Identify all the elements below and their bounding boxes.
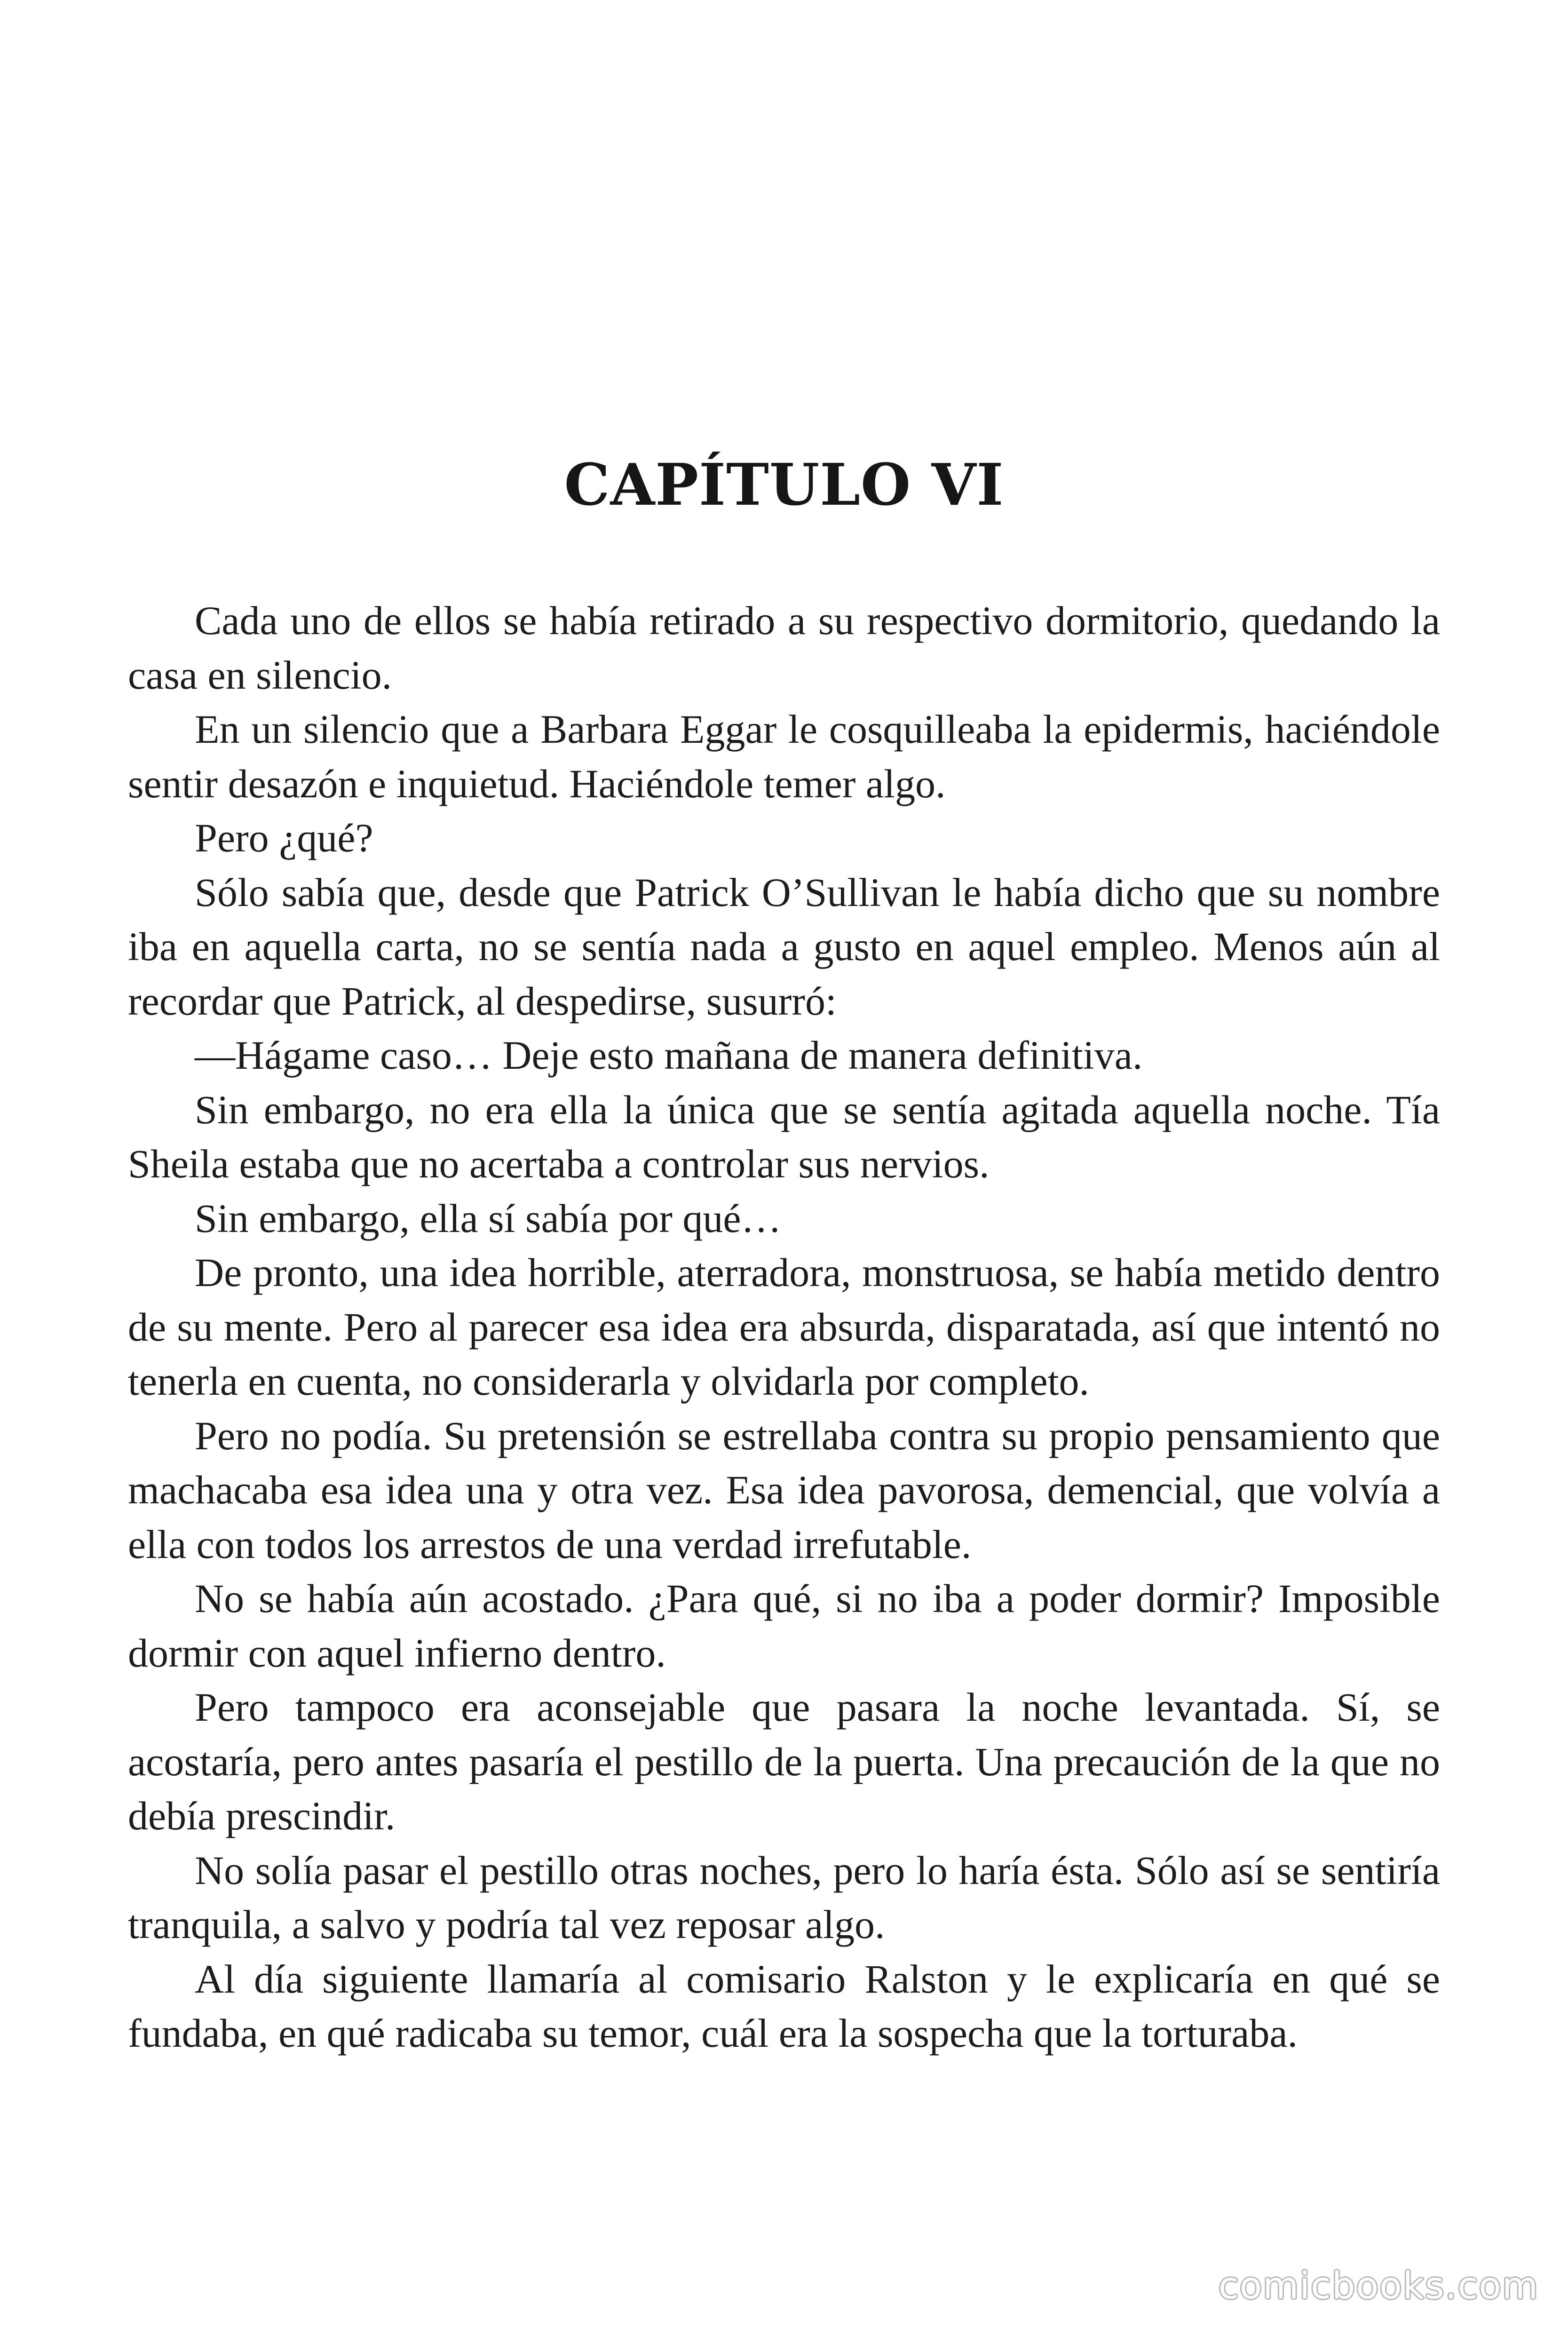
chapter-body	[128, 594, 1440, 2061]
paragraph: Sin embargo, no era ella la única que se sentía agitada aquella noche. Tía Sheila estaba que no acertaba a controlar sus nervios.	[128, 1087, 1440, 1186]
watermark: comicbooks.com	[1218, 2265, 1539, 2307]
paragraph: No solía pasar el pestillo otras noches, pero lo haría ésta. Sólo así se sentiría tranquila, a salvo y podría tal vez reposar algo.	[128, 1847, 1440, 1947]
paragraph: De pronto, una idea horrible, aterradora, monstruosa, se había metido dentro de su mente. Pero al parecer esa idea era absurda, disparatada, así que intentó no tenerla en cuenta, no considerarla y olvidarla por completo.	[128, 1250, 1440, 1404]
paragraph: En un silencio que a Barbara Eggar le cosquilleaba la epidermis, haciéndole sentir desazón e inquietud. Haciéndole temer algo.	[128, 707, 1440, 806]
paragraph: Al día siguiente llamaría al comisario Ralston y le explicaría en qué se fundaba, en qué radicaba su temor, cuál era la sospecha que la torturaba.	[128, 1956, 1440, 2056]
chapter-title: CAPÍTULO VI	[564, 451, 1004, 518]
paragraph: Sólo sabía que, desde que Patrick O’Sullivan le había dicho que su nombre iba en aquella carta, no se sentía nada a gusto en aquel empleo. Menos aún al recordar que Patrick, al despedirse, susurró:	[128, 869, 1440, 1024]
paragraph: Cada uno de ellos se había retirado a su respectivo dormitorio, quedando la casa en silencio.	[128, 598, 1440, 698]
paragraph: Sin embargo, ella sí sabía por qué…	[195, 1195, 782, 1241]
paragraph: —Hágame caso… Deje esto mañana de manera definitiva.	[195, 1033, 1143, 1078]
paragraph: Pero ¿qué?	[195, 815, 373, 860]
paragraph: No se había aún acostado. ¿Para qué, si no iba a poder dormir? Imposible dormir con aquel infierno dentro.	[128, 1576, 1440, 1676]
paragraph: Pero tampoco era aconsejable que pasara la noche levantada. Sí, se acostaría, pero antes pasaría el pestillo de la puerta. Una precaución de la que no debía prescindir.	[128, 1685, 1440, 1838]
paragraph: Pero no podía. Su pretensión se estrellaba contra su propio pensamiento que machacaba esa idea una y otra vez. Esa idea pavorosa, demencial, que volvía a ella con todos los arrestos de una verdad irrefutable.	[128, 1413, 1440, 1567]
